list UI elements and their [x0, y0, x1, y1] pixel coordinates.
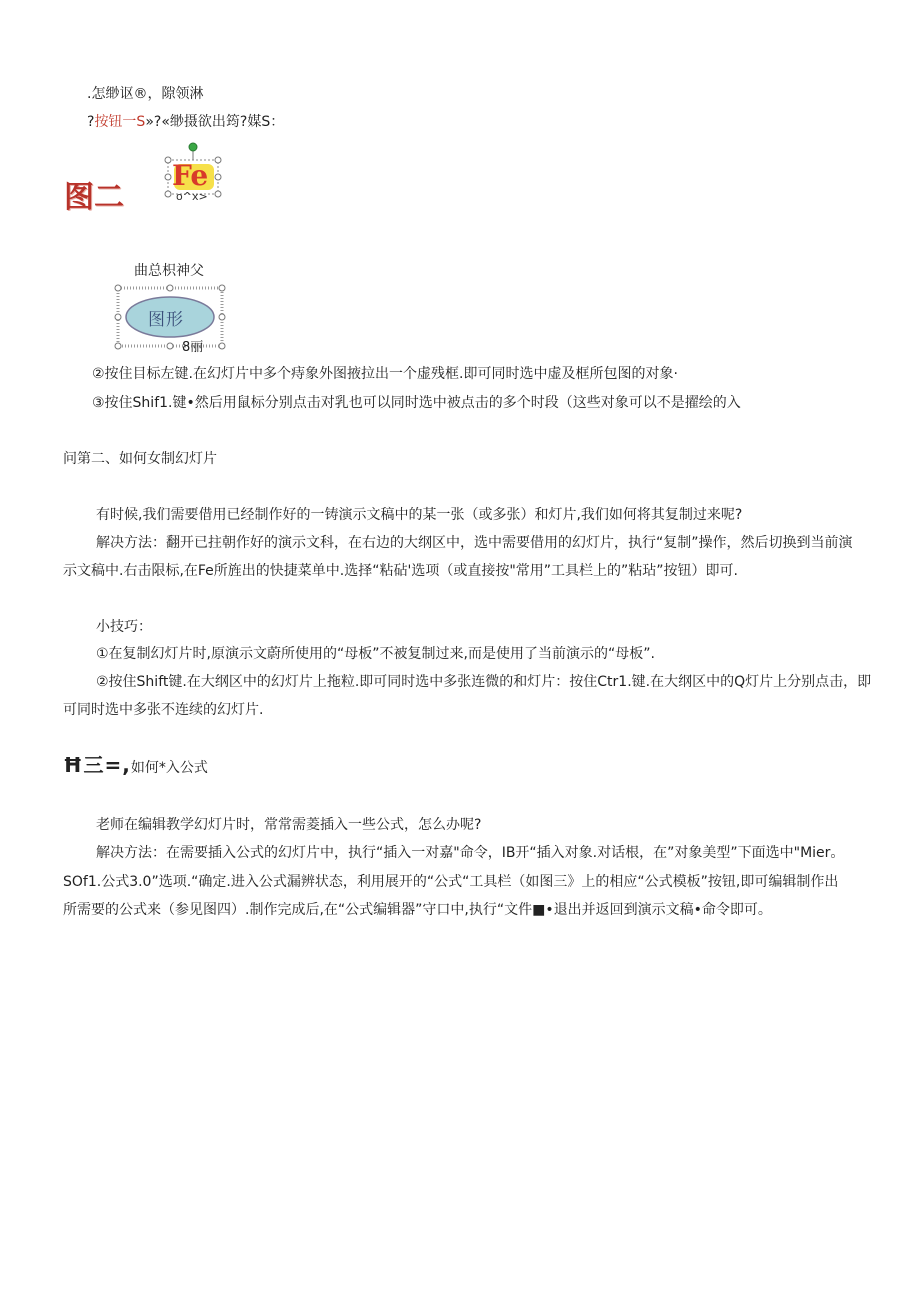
section-heading-3-big: Ħ三=, — [63, 753, 131, 777]
shape-bottom-label: 8丽 — [182, 340, 204, 355]
section-heading-3 — [63, 752, 208, 781]
paragraph-step-3: ③按住Shif1.键•然后用鼠标分别点击对乳也可以同时选中被点击的多个时段（这些对象可以不是擢绘的入 — [92, 395, 741, 411]
paragraph-solution-3c: 所需要的公式来（参见图四）.制作完成后,在“公式编辑器”守口中,执行“文件■•退出并返回到演示文稿•命令即可。 — [63, 902, 772, 918]
figure-2-label: 图二 — [64, 180, 124, 215]
text-line-2-prefix: ? — [87, 114, 95, 130]
section-heading-3-small: 如何*入公式 — [130, 760, 208, 776]
paragraph-solution-3a: 解决方法：在需要插入公式的幻灯片中，执行“插入一对嘉"命令，IB开“插入对象.对话根，在”对象美型”下面选中"Mier。 — [96, 845, 845, 861]
tip-1: ①在复制幻灯片时,原演示文蔚所使用的“母板”不被复制过来,而是使用了当前演示的“母板”. — [96, 646, 655, 662]
section-heading-2: 问第二、如何女制幻灯片 — [63, 451, 217, 467]
ellipse-inner-label: 图形 — [148, 310, 184, 330]
paragraph-step-2: ②按住目标左键.在幻灯片中多个痔象外图掖拉出一个虚残框.即可同时选中虚及框所包图的对象· — [92, 366, 678, 382]
paragraph-solution-3b: SOf1.公式3.0”选项.“确定.进入公式漏辨状态，利用展开的“公式“工具栏（如图三》上的相应“公式模板”按钮,即可编辑制作出 — [63, 874, 839, 890]
text-line-2 — [87, 112, 284, 132]
fe-wordart-object — [170, 158, 218, 192]
text-line-1: .怎缈讴®，隙领淋 — [87, 86, 204, 102]
tip-2-line-1: ②按住Shift键.在大纲区中的幻灯片上拖粒.即可同时选中多张连微的和灯片：按住Ctr1.键.在大纲区中的Q灯片上分别点击，即 — [96, 674, 872, 690]
fe-wordart-text: Fe — [172, 159, 209, 192]
tips-title: 小技巧： — [96, 619, 152, 635]
paragraph-intro-2: 有时候,我们需要借用已经制作好的一铸演示文稿中的某一张（或多张）和灯片,我们如何将其复制过来呢? — [96, 507, 743, 523]
button-reference-red: 按钮一S — [94, 114, 146, 130]
fe-sub-label: o^x> — [176, 190, 208, 203]
tip-2-line-2: 可同时选中多张不连续的幻灯片. — [63, 702, 264, 718]
text-line-2-rest: »?«缈摄欲出筠?媒S： — [145, 114, 285, 130]
paragraph-solution-2b: 示文稿中.右击限标,在Fe所旌出的快捷菜单中.选择“粘砧'选项（或直接按"常用”工具栏上的”粘玷”按钮）即可. — [63, 563, 738, 579]
shape-top-label: 曲总枳神父 — [134, 263, 204, 279]
paragraph-intro-3: 老师在编辑教学幻灯片时，常常需菱插入一些公式，怎么办呢? — [96, 817, 482, 833]
paragraph-solution-2a: 解决方法：翻开已拄朝作好的演示文科，在右边的大纲区中，选中需要借用的幻灯片，执行“复制”操作，然后切换到当前演 — [96, 535, 853, 551]
